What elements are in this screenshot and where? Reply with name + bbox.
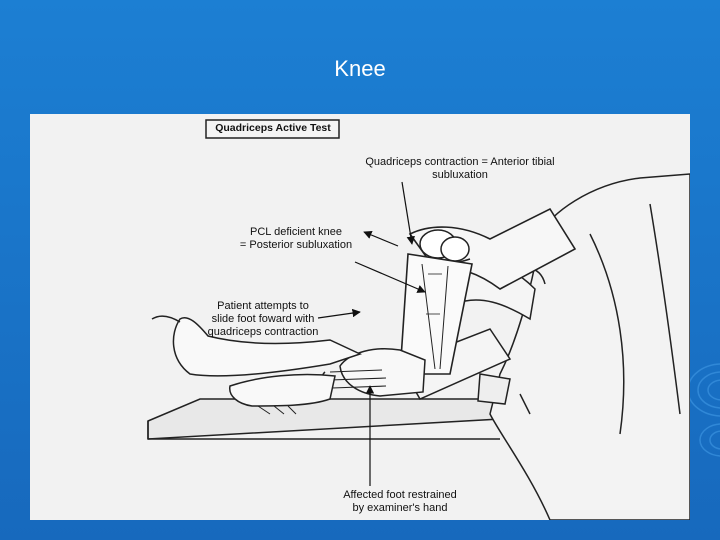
- diagram-box-title: Quadriceps Active Test: [215, 122, 331, 134]
- label-patient-line3: quadriceps contraction: [207, 326, 319, 338]
- label-pcl-line1: PCL deficient knee: [250, 226, 342, 238]
- label-quadriceps-line1: Quadriceps contraction = Anterior tibial: [365, 156, 555, 168]
- label-patient-line2: slide foot foward with: [211, 313, 315, 325]
- label-affected-line1: Affected foot restrained: [343, 489, 457, 501]
- label-pcl: [226, 226, 366, 252]
- label-quadriceps: [350, 156, 570, 182]
- label-quadriceps-line2: subluxation: [432, 169, 488, 181]
- slide-title: Knee: [334, 56, 386, 81]
- label-affected-foot: [320, 489, 480, 515]
- label-patient: [198, 300, 328, 339]
- label-affected-line2: by examiner's hand: [352, 502, 448, 514]
- diagram-figure: [30, 114, 690, 520]
- label-pcl-line2: = Posterior subluxation: [239, 239, 353, 251]
- label-patient-line1: Patient attempts to: [217, 300, 309, 312]
- exam-table: [148, 399, 500, 439]
